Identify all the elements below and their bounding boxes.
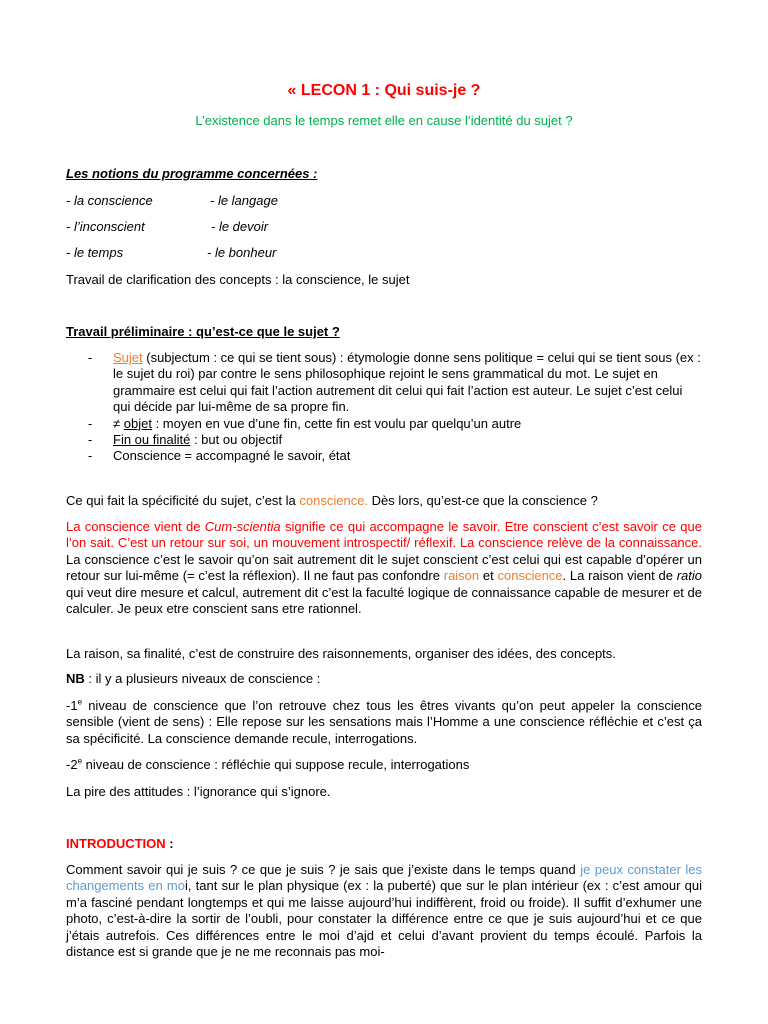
list-item: - Sujet (subjectum : ce qui se tient sous) : étymologie donne sens politique = celui qui se tient sous (ex : le sujet du roi) par contre le sens philosophique rejoint le sens grammatical du mot. Le sujet en grammaire est celui qui fait l’action autrement dit celui qui fait l’action est auteur. Le sujet c’est celui qui décide par lui-même de sa propre fin. xyxy=(88,350,701,415)
introduction-heading xyxy=(66,836,702,852)
highlight-raison: raison xyxy=(443,568,480,584)
notion-row xyxy=(66,219,702,235)
text-run: et xyxy=(479,568,498,584)
term-ratio: ratio xyxy=(676,568,702,584)
paragraph-level-1 xyxy=(66,698,702,747)
bullet-text: (subjectum : ce qui se tient sous) : étymologie donne sens politique = celui qui se tient sous (ex : le sujet du roi) par contre le sens philosophique rejoint le sens grammatical du mot. Le sujet en grammaire est celui qui fait l’action autrement dit celui qui fait l’action est auteur. Le sujet c’est celui qui décide par lui-même de sa propre fin. xyxy=(113,350,701,415)
paragraph-definition xyxy=(66,519,702,617)
superscript: e xyxy=(77,697,83,707)
text-run: niveau de conscience que l’on retrouve chez tous les êtres vivants qu’on peut appeler la conscience sensible (vient de sens) : Elle repose sur les sensations mais l’Homme a une conscience réfléchie et c’est ça sa spécificité. La conscience demande recule, interrogations. xyxy=(66,698,702,746)
term-cum-scientia: Cum-scientia xyxy=(204,519,281,534)
paragraph-specificite xyxy=(66,493,702,509)
heading-colon: : xyxy=(165,836,174,851)
term-objet: objet xyxy=(123,415,152,431)
notion-row xyxy=(66,193,702,209)
bullet-text: : but ou objectif xyxy=(190,432,283,448)
highlight-changements: je peux constater les changements en mo xyxy=(66,862,702,894)
term-finalite: Fin ou finalité xyxy=(113,432,191,448)
superscript: e xyxy=(77,756,83,766)
nb-label: NB xyxy=(66,671,85,686)
text-run: -1 xyxy=(66,698,78,713)
lesson-subtitle: L’existence dans le temps remet elle en cause l’identité du sujet ? xyxy=(195,113,573,128)
text-run: Comment savoir qui je suis ? ce que je suis ? je sais que j’existe dans le temps quand xyxy=(66,862,581,877)
bullet-prefix: ≠ xyxy=(113,415,124,431)
paragraph-ignorance: La pire des attitudes : l’ignorance qui s’ignore. xyxy=(66,784,331,799)
bullet-text: : moyen en vue d’une fin, cette fin est voulu par quelqu’un autre xyxy=(151,415,522,431)
notion-left: - le temps xyxy=(66,245,124,260)
list-item: - Conscience = accompagné le savoir, état xyxy=(88,448,351,464)
notion-right: - le devoir xyxy=(211,219,269,234)
notion-row xyxy=(66,245,702,261)
text-run: Ce qui fait la spécificité du sujet, c’est la xyxy=(66,493,300,508)
highlight-conscience: conscience xyxy=(497,568,563,584)
text-run: i, tant sur le plan physique (ex : la puberté) que sur le plan intérieur (ex : c’est amour qui m’a fasciné pendant longtemps et qui me laisse aujourd’hui indiffèrent, froid ou froide). Il suffit d’exhumer une photo, c’est-à-dire la sortir de l’oubli, pour constater la différence entre ce que je suis aujourd’hui et ce que j’étais autrefois. Ces différences entre le moi d’ajd et celui d’avant provient du temps écoulé. Parfois la distance est si grande que je ne me reconnais pas moi- xyxy=(66,878,703,960)
paragraph-introduction xyxy=(66,862,702,960)
text-run: qui veut dire mesure et calcul, autrement dit c’est la faculté logique de connaissance capable de mesurer et de calculer. Je peux etre conscient sans etre rationnel. xyxy=(66,584,702,617)
text-run: . La raison vient de xyxy=(562,568,677,584)
text-run: -2 xyxy=(66,757,78,772)
preliminary-heading: Travail préliminaire : qu’est-ce que le sujet ? xyxy=(66,324,340,339)
text-run: La conscience vient de xyxy=(66,519,205,534)
paragraph-raison: La raison, sa finalité, c’est de construire des raisonnements, organiser des idées, des concepts. xyxy=(66,646,616,661)
text-run: : il y a plusieurs niveaux de conscience : xyxy=(84,671,321,686)
list-item: - Fin ou finalité : but ou objectif xyxy=(88,432,283,448)
bullet-text: Conscience = accompagné le savoir, état xyxy=(113,448,351,464)
notion-right: - le bonheur xyxy=(207,245,277,260)
highlight-conscience: conscience. xyxy=(299,493,369,508)
paragraph-nb xyxy=(66,671,702,687)
term-sujet: Sujet xyxy=(113,350,143,365)
notion-left: - la conscience xyxy=(66,193,153,208)
paragraph-level-2 xyxy=(66,757,702,773)
list-item: - ≠ objet : moyen en vue d’une fin, cette fin est voulu par quelqu’un autre xyxy=(88,415,522,431)
subject-bullet-list xyxy=(66,350,702,465)
lesson-title: « LECON 1 : Qui suis-je ? xyxy=(287,82,481,99)
notion-left: - l’inconscient xyxy=(66,219,145,234)
heading-text: INTRODUCTION xyxy=(66,836,166,851)
notion-right: - le langage xyxy=(210,193,278,208)
text-run: La conscience c’est le savoir qu’on sait autrement dit le sujet conscient c’est celui qui est capable d’opérer un retour sur lui-même (= c’est la réflexion). Il ne faut pas confondre xyxy=(66,551,702,584)
clarification-text: Travail de clarification des concepts : la conscience, le sujet xyxy=(66,272,410,287)
notions-heading: Les notions du programme concernées : xyxy=(66,166,318,181)
text-run: Dès lors, qu’est-ce que la conscience ? xyxy=(368,493,598,508)
text-run: signifie ce qui accompagne le savoir. Etre conscient c’est savoir ce que l’on sait. C’est un retour sur soi, un mouvement introspectif/ réflexif. La conscience relève de la connaissance. xyxy=(66,519,702,551)
text-run: niveau de conscience : réfléchie qui suppose recule, interrogations xyxy=(82,757,470,772)
